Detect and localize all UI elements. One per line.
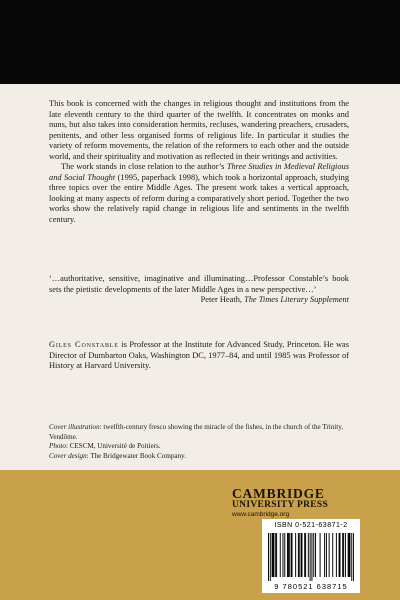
barcode-bar <box>345 533 346 577</box>
cover-credits <box>49 423 349 461</box>
barcode-bar <box>324 533 325 577</box>
barcode-bar <box>304 533 305 577</box>
barcode-bar <box>349 533 350 577</box>
barcode-bar <box>308 533 309 577</box>
barcode-bar <box>343 533 344 577</box>
barcode-bar <box>273 533 274 577</box>
description-paragraph-1: This book is concerned with the changes in religious thought and institutions from the late eleventh century to the third quarter of the twelfth. It concentrates on monks and nuns, but also takes into consideration hermits, recluses, wandering preachers, crusaders, penitents, and other less organised forms of religious life. In particular it studies the variety of reform movements, the relation of the reformers to each other and the outside world, and their spirituality and motivation as reflected in their writings and activities. <box>49 99 349 161</box>
related-book-title: Three Studies in Medieval Religious and Social Thought <box>49 162 350 182</box>
barcode-bar <box>273 533 274 577</box>
credit-photo-label: Photo <box>49 442 66 451</box>
barcode-bar <box>348 533 349 577</box>
barcode-bar <box>336 533 337 577</box>
barcode-bar <box>315 533 316 577</box>
barcode-bar <box>292 533 293 577</box>
publisher-url: www.cambridge.org <box>232 511 290 518</box>
credit-photo-text: : CESCM, Université de Poitiers. <box>65 442 161 451</box>
barcode-bar <box>351 533 352 581</box>
credit-design-text: : The Bridgewater Book Company. <box>86 451 186 460</box>
isbn-label: ISBN 0-521-63871-2 <box>274 522 348 529</box>
barcode-bar <box>301 533 302 577</box>
barcode-bar <box>326 533 327 577</box>
credit-design-label: Cover design <box>49 451 87 460</box>
barcode-bar <box>295 533 296 577</box>
barcode-icon <box>268 533 354 581</box>
barcode-bar <box>272 533 273 577</box>
credit-photo <box>49 442 349 452</box>
barcode-bar <box>288 533 289 577</box>
description-paragraph-2 <box>49 162 349 225</box>
review-attribution <box>201 295 349 306</box>
credit-illustration-text: : twelfth-century fresco showing the miracle of the fishes, in the church of the Trinity, Vendôme. <box>49 423 344 441</box>
author-bio-text: is Professor at the Institute for Advanced Study, Princeton. He was Director of Dumbarton Oaks, Washington DC, 1977–84, and until 1985 was Professor of History at Harvard University. <box>49 340 349 371</box>
publisher-press: UNIVERSITY PRESS <box>232 500 329 510</box>
cover-top-band <box>0 0 400 84</box>
barcode-bar <box>313 533 314 577</box>
barcode-bar <box>284 533 285 577</box>
credit-illustration-label: Cover illustration <box>49 423 100 431</box>
barcode-bar <box>301 533 302 577</box>
barcode-bar <box>353 533 354 581</box>
barcode-bar <box>310 533 311 581</box>
barcode-bar <box>275 533 276 577</box>
author-bio <box>49 340 349 372</box>
barcode-bar <box>329 533 330 577</box>
barcode-bar <box>270 533 271 581</box>
barcode-bar <box>342 533 343 577</box>
barcode-bar <box>332 533 333 577</box>
barcode-bar <box>287 533 288 577</box>
barcode-bar <box>276 533 277 577</box>
review-source: The Times Literary Supplement <box>244 295 349 304</box>
review-author: Peter Heath, <box>200 295 245 304</box>
publisher-logo <box>232 487 352 519</box>
credit-illustration <box>49 423 349 442</box>
barcode-bar <box>299 533 300 577</box>
barcode-bar <box>298 533 299 577</box>
description-p2-end: (1995, paperback 1998), which took a horizontal approach, studying three topics over the entire Middle Ages. The present work takes a vertical approach, looking at many aspects of reform during a comparatively short period. Together the two works show the relatively rapid change in religious life and sentiments in the twelfth century. <box>49 172 350 225</box>
review-quote-block <box>49 274 349 304</box>
book-description <box>49 99 349 226</box>
description-p2-start: The work stands in close relation to the author’s <box>61 162 227 172</box>
credit-design <box>49 452 349 462</box>
publisher-name: CAMBRIDGE <box>232 486 325 501</box>
barcode-bar <box>289 533 290 577</box>
author-name: Giles Constable <box>49 340 119 349</box>
barcode-bar <box>305 533 306 577</box>
barcode-bar <box>282 533 283 577</box>
barcode-bar <box>268 533 269 581</box>
barcode-bar <box>291 533 292 577</box>
barcode-bar <box>311 533 312 581</box>
barcode-box <box>262 519 360 593</box>
barcode-bar <box>339 533 340 577</box>
review-quote: ‘…authoritative, sensitive, imaginative and illuminating…Professor Constable’s book sets the pietistic developments of the later Middle Ages in a new perspective…’ <box>49 274 349 294</box>
barcode-bar <box>349 533 350 577</box>
barcode-bar <box>280 533 281 577</box>
barcode-bar <box>340 533 341 577</box>
barcode-digits: 9 780521 638715 <box>274 582 348 591</box>
barcode-bar <box>320 533 321 577</box>
